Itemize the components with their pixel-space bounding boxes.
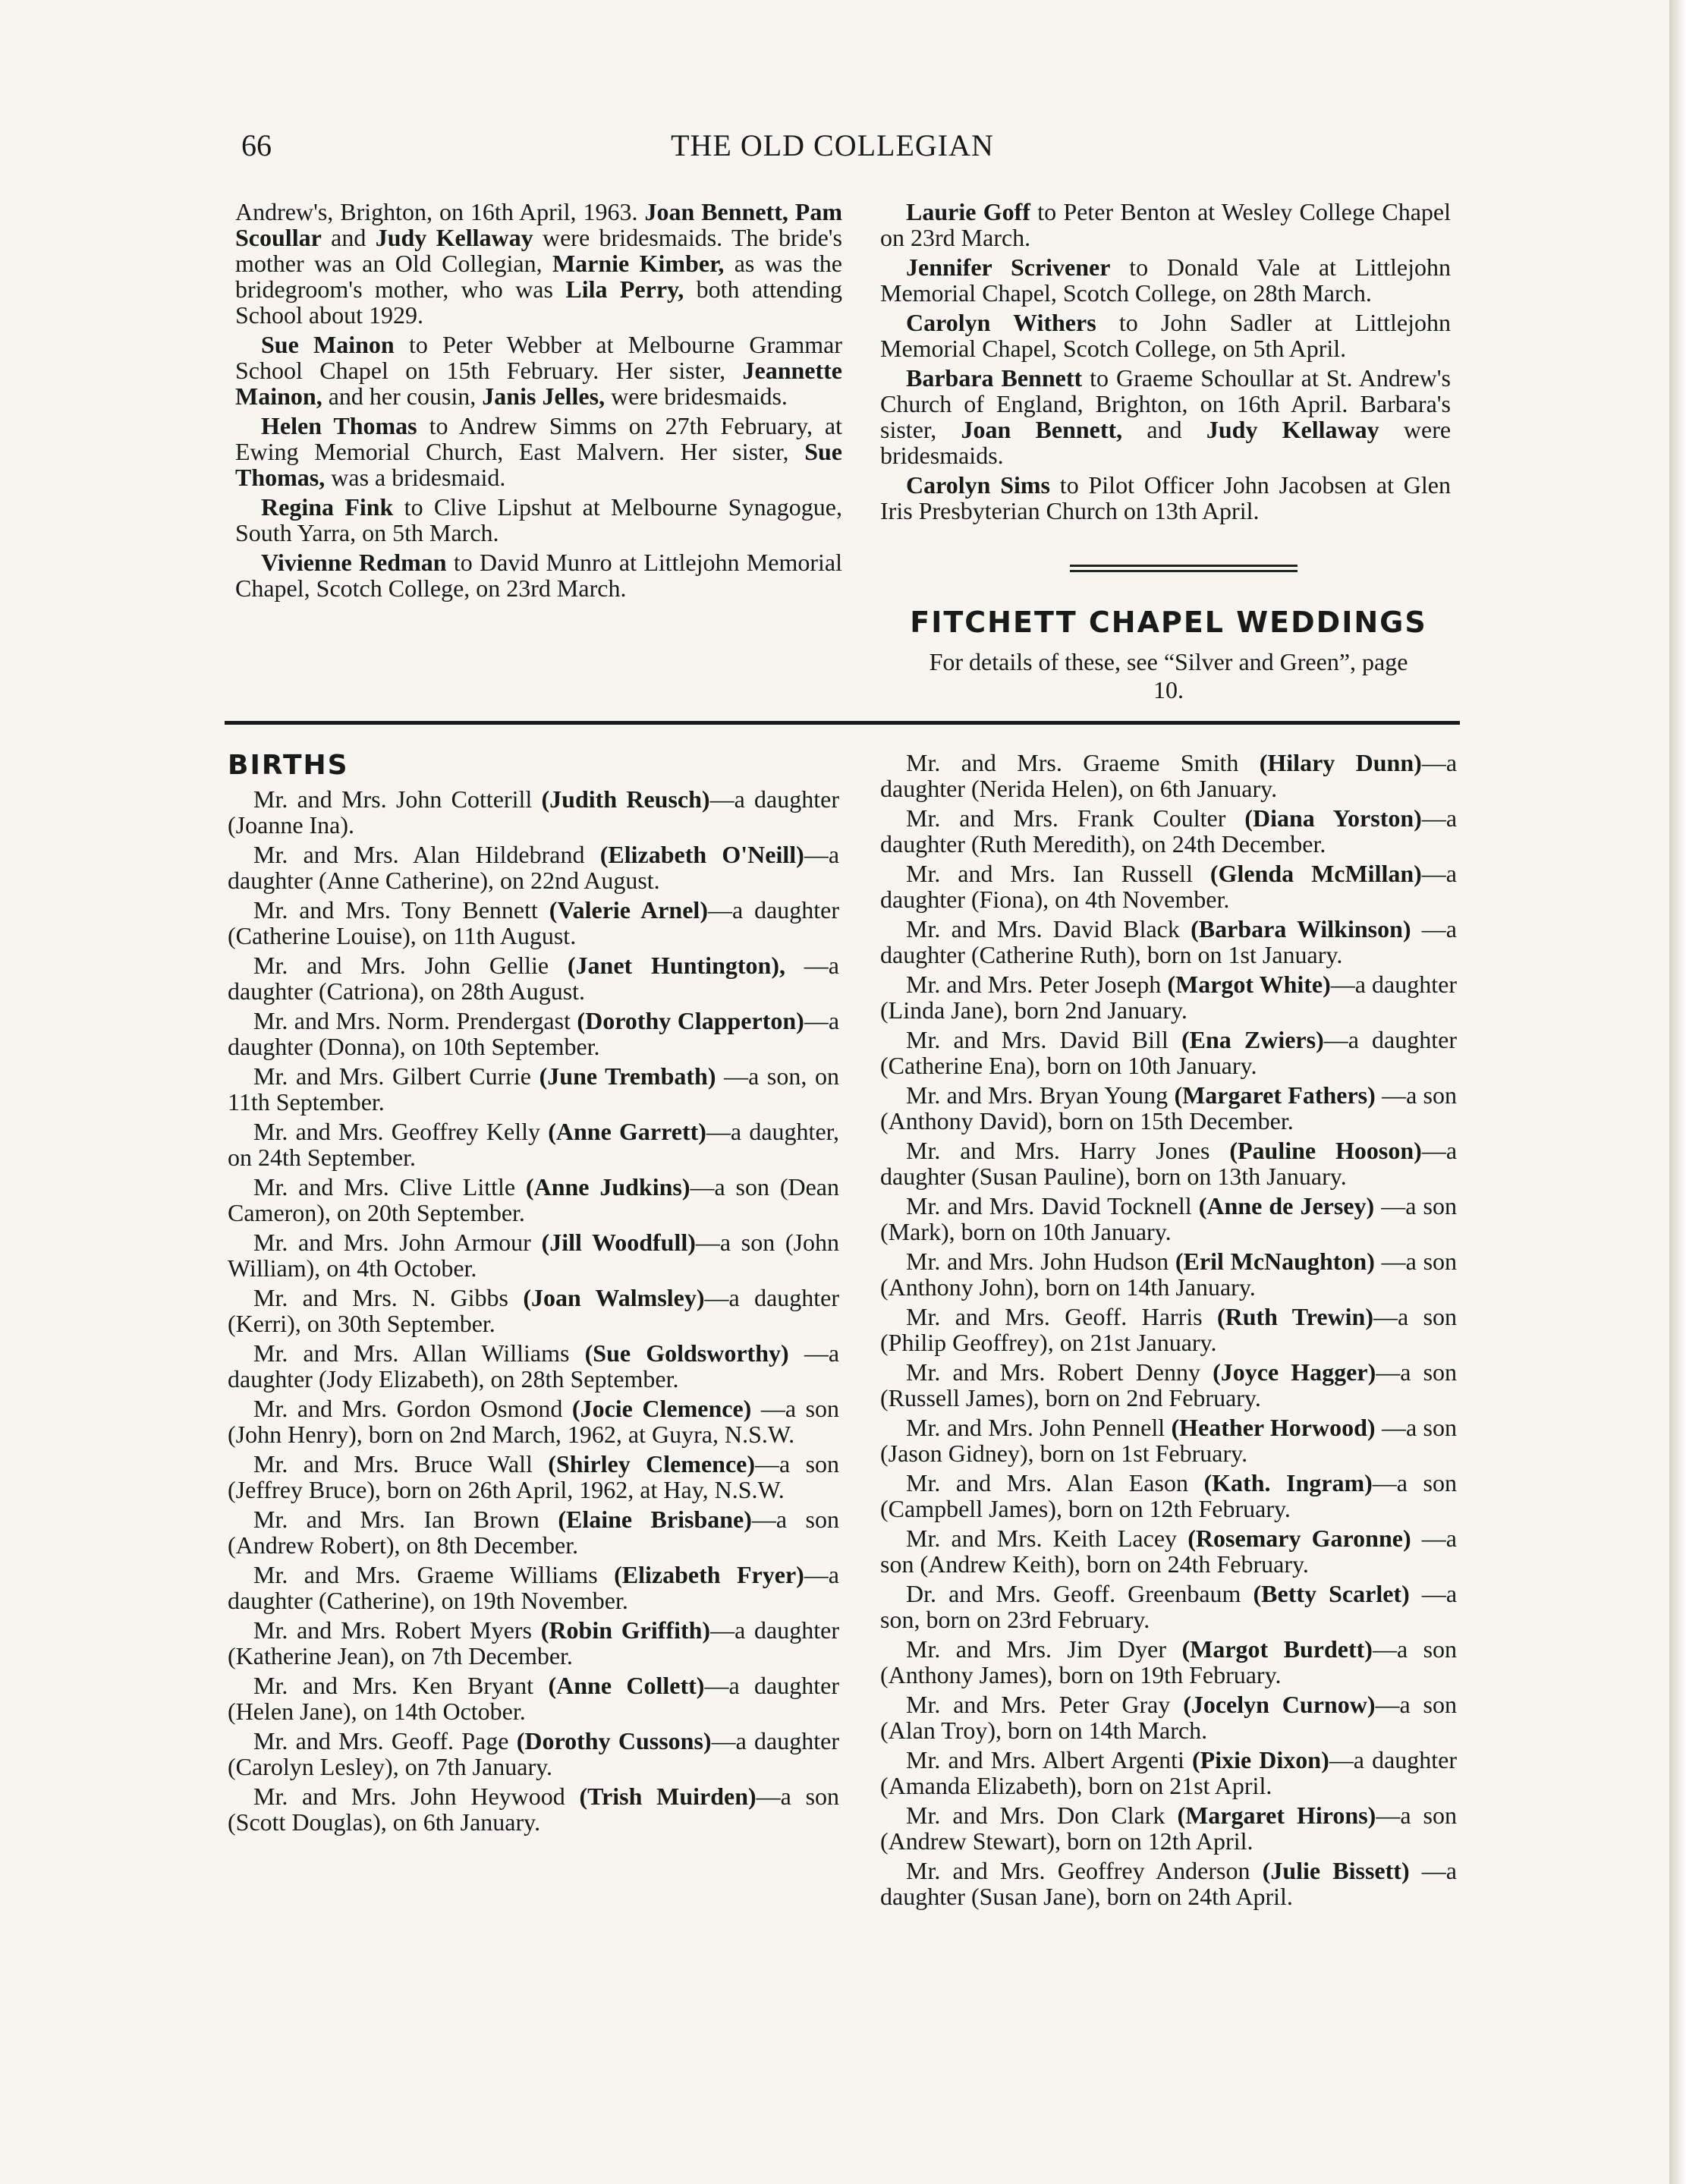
entry-text: —a daughter (Catherine), on 19th November. — [228, 1561, 839, 1614]
entry-text: —a daughter, on 24th September. — [228, 1118, 840, 1171]
entry-name: (Pauline Hooson) — [1229, 1137, 1422, 1164]
entry-name: (Elizabeth O'Neill) — [599, 841, 804, 868]
entry-text: —a son (Anthony David), born on 15th December. — [880, 1081, 1457, 1134]
entry-text: to Andrew Simms on 27th February, at Ewing Memorial Church, East Malvern. Her sister, — [235, 412, 843, 465]
entry-text: —a daughter (Susan Pauline), born on 13th January. — [880, 1137, 1458, 1190]
entry-text: —a daughter (Anne Catherine), on 22nd August. — [228, 841, 840, 894]
page-number: 66 — [241, 128, 272, 162]
entry-paragraph — [228, 786, 839, 838]
entry-name: (Jocie Clemence) — [571, 1395, 752, 1422]
entry-text: was a bridesmaid. — [325, 464, 506, 491]
entry-paragraph — [228, 842, 839, 893]
entry-paragraph — [880, 1802, 1457, 1854]
entry-name: (Sue Goldsworthy) — [584, 1339, 789, 1367]
entry-name: Marnie Kimber, — [552, 250, 725, 277]
entry-name: (Anne Garrett) — [548, 1118, 706, 1145]
entry-text: Mr. and Mrs. Don Clark — [906, 1802, 1178, 1829]
entry-text: —a son (Anthony James), born on 19th February. — [880, 1635, 1458, 1688]
entry-paragraph — [235, 494, 842, 546]
entry-text: —a daughter (Amanda Elizabeth), born on 21st April. — [880, 1746, 1458, 1799]
entry-paragraph — [880, 750, 1457, 801]
entry-text: Mr. and Mrs. John Heywood — [253, 1783, 580, 1810]
entry-paragraph — [880, 1636, 1457, 1688]
entry-text: to Donald Vale at Littlejohn Memorial Chapel, Scotch College, on 28th March. — [880, 253, 1452, 307]
section-ornament — [1070, 565, 1298, 572]
entry-name: Laurie Goff — [906, 198, 1030, 225]
entry-name: (Dorothy Clapperton) — [577, 1007, 804, 1034]
entry-name: (Robin Griffith) — [540, 1616, 711, 1644]
entry-text: Mr. and Mrs. Frank Coulter — [906, 804, 1245, 832]
entry-paragraph — [880, 916, 1457, 968]
entry-paragraph — [880, 1415, 1457, 1466]
entry-name: (Janet Huntington), — [567, 952, 785, 979]
entry-name: (Margaret Hirons) — [1177, 1802, 1376, 1829]
entry-text: —a daughter (Jody Elizabeth), on 28th September. — [228, 1339, 840, 1393]
entry-text: —a daughter (Catherine Ena), born on 10th January. — [880, 1026, 1458, 1079]
entry-text: Mr. and Mrs. Ian Russell — [906, 860, 1210, 887]
entry-text: —a son, on 11th September. — [228, 1062, 840, 1116]
entry-text: were bridesmaids. — [880, 416, 1452, 469]
entry-text: to Pilot Officer John Jacobsen at Glen Iris Presbyterian Church on 13th April. — [880, 471, 1452, 524]
entry-paragraph — [880, 1691, 1457, 1743]
entry-text: —a son (Jason Gidney), born on 1st February. — [880, 1414, 1458, 1467]
entry-text: Mr. and Mrs. Gordon Osmond — [253, 1395, 572, 1422]
entry-text: —a daughter (Ruth Meredith), on 24th December. — [880, 804, 1458, 858]
entry-text: —a son (Mark), born on 10th January. — [880, 1192, 1458, 1245]
entry-text: Mr. and Mrs. N. Gibbs — [253, 1284, 524, 1311]
entry-text: Mr. and Mrs. Graeme Williams — [253, 1561, 615, 1588]
births-heading: BIRTHS — [228, 750, 349, 781]
entry-paragraph — [880, 254, 1451, 306]
entry-text: —a son (John William), on 4th October. — [228, 1229, 840, 1282]
entry-text: Mr. and Mrs. Norm. Prendergast — [253, 1007, 577, 1034]
entry-paragraph — [228, 952, 839, 1004]
entry-name: Regina Fink — [261, 493, 394, 521]
entry-paragraph — [228, 1063, 839, 1115]
entry-text: both attending School about 1929. — [235, 275, 843, 329]
entry-paragraph — [228, 1008, 839, 1059]
entry-name: (Valerie Arnel) — [549, 896, 708, 924]
entry-text: and her cousin, — [322, 382, 483, 410]
entry-name: (Margot White) — [1167, 971, 1331, 998]
entry-text: Mr. and Mrs. Keith Lacey — [906, 1525, 1188, 1552]
entry-text: —a son (John Henry), born on 2nd March, 1962, at Guyra, N.S.W. — [228, 1395, 840, 1448]
entry-text: —a daughter (Katherine Jean), on 7th December. — [228, 1616, 840, 1669]
entry-text: Mr. and Mrs. Gilbert Currie — [253, 1062, 539, 1090]
entry-name: (Margot Burdett) — [1181, 1635, 1373, 1663]
entry-paragraph — [235, 549, 842, 601]
fitchett-note: For details of these, see “Silver and Green”, page 10. — [929, 648, 1408, 703]
entry-text: —a daughter (Joanne Ina). — [228, 785, 840, 839]
entry-text: Mr. and Mrs. John Cotterill — [253, 785, 542, 813]
entry-name: (Rosemary Garonne) — [1187, 1525, 1411, 1552]
entry-paragraph — [228, 1673, 839, 1724]
journal-title: THE OLD COLLEGIAN — [671, 128, 994, 162]
entry-paragraph — [880, 1858, 1457, 1909]
weddings-left-column — [235, 199, 842, 605]
entry-text: were bridesmaids. The bride's mother was an Old Collegian, — [235, 224, 843, 277]
entry-text: Mr. and Mrs. Tony Bennett — [253, 896, 549, 924]
entry-text: were bridesmaids. — [605, 382, 788, 410]
entry-name: Jennifer Scrivener — [906, 253, 1111, 281]
entry-name: (Ruth Trewin) — [1216, 1303, 1373, 1330]
entry-text: —a son (Campbell James), born on 12th February. — [880, 1469, 1457, 1522]
entry-name: Janis Jelles, — [482, 382, 606, 410]
entry-text: Mr. and Mrs. John Gellie — [253, 952, 568, 979]
entry-text: —a son (Anthony John), born on 14th January. — [880, 1248, 1458, 1301]
births-right-column — [880, 750, 1457, 1913]
entry-text: —a son (Alan Troy), born on 14th March. — [880, 1691, 1458, 1744]
entry-paragraph — [880, 1525, 1457, 1577]
entry-name: (Shirley Clemence) — [548, 1450, 756, 1478]
entry-name: (Julie Bissett) — [1262, 1857, 1410, 1884]
entry-paragraph — [228, 1229, 839, 1281]
entry-name: (Betty Scarlet) — [1253, 1580, 1410, 1607]
entry-text: Mr. and Mrs. Bryan Young — [906, 1081, 1175, 1109]
entry-paragraph — [880, 365, 1451, 468]
entry-text: Mr. and Mrs. Albert Argenti — [906, 1746, 1193, 1773]
entry-paragraph — [880, 1470, 1457, 1522]
entry-text: Mr. and Mrs. David Tocknell — [906, 1192, 1199, 1219]
entry-paragraph — [228, 1562, 839, 1613]
fitchett-heading: FITCHETT CHAPEL WEDDINGS — [910, 606, 1427, 639]
entry-name: (Eril McNaughton) — [1175, 1248, 1375, 1275]
entry-name: Carolyn Withers — [906, 309, 1096, 336]
entry-paragraph — [880, 971, 1457, 1023]
entry-text: as was the bridegroom's mother, who was — [235, 250, 843, 303]
entry-name: Lila Perry, — [565, 275, 684, 303]
entry-name: Sue Thomas, — [235, 438, 842, 491]
entry-name: (Kath. Ingram) — [1203, 1469, 1373, 1496]
entry-text: Mr. and Mrs. John Pennell — [906, 1414, 1172, 1441]
entry-text: Mr. and Mrs. David Bill — [906, 1026, 1181, 1053]
entry-text: Mr. and Mrs. Geoffrey Anderson — [906, 1857, 1263, 1884]
entry-text: Mr. and Mrs. John Hudson — [906, 1248, 1175, 1275]
entry-text: —a daughter (Helen Jane), on 14th October. — [228, 1672, 840, 1725]
entry-paragraph — [880, 472, 1451, 524]
entry-name: (Elizabeth Fryer) — [614, 1561, 804, 1588]
entry-name: (Margaret Fathers) — [1174, 1081, 1376, 1109]
entry-text: and — [1122, 416, 1206, 443]
entry-name: Vivienne Redman — [261, 549, 447, 576]
entry-text: Mr. and Mrs. Alan Eason — [906, 1469, 1204, 1496]
entry-paragraph — [880, 1027, 1457, 1078]
entry-text: to Peter Benton at Wesley College Chapel on 23rd March. — [880, 198, 1452, 251]
entry-text: —a daughter (Carolyn Lesley), on 7th January. — [228, 1727, 840, 1780]
entry-text: —a son (Andrew Robert), on 8th December. — [228, 1506, 840, 1559]
entry-name: Barbara Bennett — [906, 364, 1083, 392]
entry-text: Andrew's, Brighton, on 16th April, 1963. — [235, 198, 645, 225]
entry-name: (Anne Collett) — [548, 1672, 705, 1699]
entry-text: Mr. and Mrs. Geoff. Page — [253, 1727, 517, 1754]
entry-text: —a daughter (Susan Jane), born on 24th April. — [880, 1857, 1458, 1910]
entry-name: (Diana Yorston) — [1244, 804, 1422, 832]
entry-name: (Glenda McMillan) — [1209, 860, 1422, 887]
entry-name: (Heather Horwood) — [1171, 1414, 1376, 1441]
entry-text: —a son (Dean Cameron), on 20th September. — [228, 1173, 840, 1226]
entry-text: and — [321, 224, 376, 251]
entry-paragraph — [880, 861, 1457, 912]
entry-text: Mr. and Mrs. Peter Joseph — [906, 971, 1168, 998]
entry-name: (Anne Judkins) — [525, 1173, 690, 1201]
entry-name: (Jocelyn Curnow) — [1183, 1691, 1376, 1718]
entry-text: —a son (Andrew Stewart), born on 12th April. — [880, 1802, 1458, 1855]
entry-paragraph — [880, 199, 1451, 250]
entry-text: —a daughter (Nerida Helen), on 6th January. — [880, 749, 1458, 802]
entry-paragraph — [880, 1138, 1457, 1189]
entry-text: Mr. and Mrs. Clive Little — [253, 1173, 526, 1201]
entry-paragraph — [228, 1174, 839, 1226]
entry-name: (Barbara Wilkinson) — [1191, 915, 1411, 943]
entry-text: —a son, born on 23rd February. — [880, 1580, 1458, 1633]
entry-name: (Pixie Dixon) — [1192, 1746, 1329, 1773]
entry-text: —a daughter (Catherine Ruth), born on 1st January. — [880, 915, 1458, 968]
entry-text: —a son (Philip Geoffrey), on 21st January. — [880, 1303, 1458, 1356]
births-left-column — [228, 750, 840, 1839]
entry-text: Mr. and Mrs. Bruce Wall — [253, 1450, 549, 1478]
entry-text: Dr. and Mrs. Geoff. Greenbaum — [906, 1580, 1253, 1607]
entry-name: (Anne de Jersey) — [1198, 1192, 1375, 1219]
entry-text: Mr. and Mrs. Robert Denny — [906, 1358, 1213, 1386]
entry-text: Mr. and Mrs. Ian Brown — [253, 1506, 558, 1533]
entry-name: (Joan Walmsley) — [523, 1284, 705, 1311]
entry-paragraph — [880, 1304, 1457, 1355]
entry-text: Mr. and Mrs. Geoffrey Kelly — [253, 1118, 549, 1145]
entry-text: —a daughter (Fiona), on 4th November. — [880, 860, 1457, 913]
entry-paragraph — [228, 897, 839, 949]
entry-text: Mr. and Mrs. John Armour — [253, 1229, 542, 1256]
entry-text: —a daughter (Linda Jane), born 2nd January. — [880, 971, 1458, 1024]
entry-text: —a daughter (Donna), on 10th September. — [228, 1007, 840, 1060]
entry-paragraph — [228, 1783, 839, 1835]
entry-name: Judy Kellaway — [1206, 416, 1379, 443]
entry-paragraph — [228, 1451, 839, 1503]
entry-name: Carolyn Sims — [906, 471, 1051, 499]
entry-paragraph — [228, 1506, 839, 1558]
entry-text: Mr. and Mrs. Harry Jones — [906, 1137, 1230, 1164]
entry-name: (Jill Woodfull) — [541, 1229, 696, 1256]
entry-paragraph — [235, 332, 842, 409]
entry-paragraph — [880, 1581, 1457, 1632]
entry-text: —a son (Jeffrey Bruce), born on 26th April, 1962, at Hay, N.S.W. — [228, 1450, 840, 1503]
entry-name: (Trish Muirden) — [579, 1783, 756, 1810]
entry-text: —a son (Russell James), born on 2nd February. — [880, 1358, 1458, 1411]
entry-name: (Joyce Hagger) — [1213, 1358, 1376, 1386]
page-header — [241, 127, 1423, 165]
entry-name: Judy Kellaway — [375, 224, 533, 251]
entry-paragraph — [228, 1396, 839, 1447]
entry-name: (Dorothy Cussons) — [516, 1727, 712, 1754]
entry-paragraph — [880, 310, 1451, 361]
entry-name: Jeannette Mainon, — [235, 357, 842, 410]
weddings-right-column — [880, 199, 1451, 527]
entry-paragraph — [235, 199, 842, 328]
entry-paragraph — [228, 1285, 839, 1336]
entry-name: (Ena Zwiers) — [1181, 1026, 1324, 1053]
entry-name: Joan Bennett, — [961, 416, 1123, 443]
entry-text: —a son (Scott Douglas), on 6th January. — [228, 1783, 840, 1836]
entry-text: Mr. and Mrs. Robert Myers — [253, 1616, 541, 1644]
entry-paragraph — [880, 1359, 1457, 1411]
entry-text: to David Munro at Littlejohn Memorial Chapel, Scotch College, on 23rd March. — [235, 549, 843, 602]
entry-paragraph — [880, 1193, 1457, 1245]
entry-paragraph — [228, 1340, 839, 1392]
entry-text: —a son (Andrew Keith), born on 24th February. — [880, 1525, 1458, 1578]
entry-text: Mr. and Mrs. Alan Hildebrand — [253, 841, 600, 868]
entry-name: Helen Thomas — [261, 412, 417, 439]
entry-text: to John Sadler at Littlejohn Memorial Chapel, Scotch College, on 5th April. — [880, 309, 1452, 362]
entry-text: to Clive Lipshut at Melbourne Synagogue, South Yarra, on 5th March. — [235, 493, 843, 546]
entry-name: Sue Mainon — [261, 331, 395, 358]
entry-text: Mr. and Mrs. Jim Dyer — [906, 1635, 1182, 1663]
entry-text: Mr. and Mrs. Graeme Smith — [906, 749, 1260, 776]
entry-text: —a daughter (Catriona), on 28th August. — [228, 952, 839, 1005]
entry-name: (June Trembath) — [539, 1062, 716, 1090]
entry-name: (Judith Reusch) — [541, 785, 710, 813]
entry-text: to Peter Webber at Melbourne Grammar School Chapel on 15th February. Her sister, — [235, 331, 842, 384]
section-divider — [225, 721, 1460, 725]
entry-text: Mr. and Mrs. Peter Gray — [906, 1691, 1184, 1718]
entry-text: —a daughter (Catherine Louise), on 11th August. — [228, 896, 840, 949]
entry-paragraph — [880, 805, 1457, 857]
entry-paragraph — [228, 1617, 839, 1669]
entry-paragraph — [880, 1248, 1457, 1300]
entry-text: Mr. and Mrs. Allan Williams — [253, 1339, 585, 1367]
entry-paragraph — [228, 1119, 839, 1170]
entry-paragraph — [880, 1082, 1457, 1134]
entry-name: (Hilary Dunn) — [1259, 749, 1422, 776]
entry-paragraph — [235, 413, 842, 490]
births-left-list — [228, 786, 839, 1835]
entry-name: Joan Bennett, Pam Scoullar — [235, 198, 843, 251]
entry-text: Mr. and Mrs. David Black — [906, 915, 1191, 943]
entry-paragraph — [880, 1747, 1457, 1798]
entry-text: to Graeme Schoullar at St. Andrew's Church of England, Brighton, on 16th April. Barbara's sister, — [880, 364, 1452, 443]
entry-name: (Elaine Brisbane) — [558, 1506, 752, 1533]
page-edge-shadow — [1669, 0, 1686, 2184]
entry-text: Mr. and Mrs. Ken Bryant — [253, 1672, 549, 1699]
entry-text: Mr. and Mrs. Geoff. Harris — [906, 1303, 1217, 1330]
entry-paragraph — [228, 1728, 839, 1780]
entry-text: —a daughter (Kerri), on 30th September. — [228, 1284, 840, 1337]
